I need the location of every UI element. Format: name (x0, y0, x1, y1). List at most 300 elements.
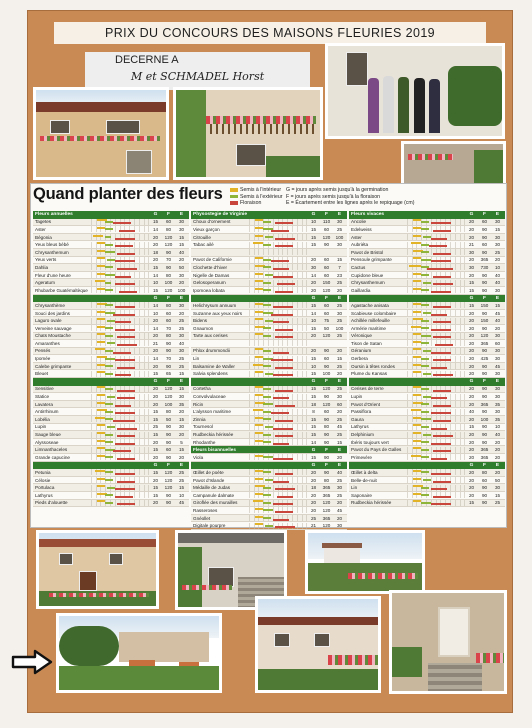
value-cell: 20 (468, 257, 475, 263)
plant-name: Gelosoperanum (193, 280, 226, 286)
value-cell: 20 (494, 447, 501, 453)
value-cell: 20 (310, 492, 317, 498)
plant-name: Sauge bleue (35, 432, 61, 438)
value-cell: 120 (164, 477, 173, 483)
season-bar (271, 359, 293, 361)
value-cell: 15 (152, 432, 159, 438)
season-bar (263, 441, 271, 443)
value-cell: 90 (481, 226, 488, 232)
photo-house-bottom-4 (56, 613, 222, 693)
season-bar (97, 364, 105, 366)
value-cell: 90 (165, 363, 172, 369)
season-bar (413, 371, 421, 373)
season-bar (95, 280, 105, 282)
value-cell: 90 (481, 310, 488, 316)
plant-name: Amaranthes (35, 340, 60, 346)
value-cell: 20 (152, 394, 159, 400)
season-bar (421, 244, 429, 246)
plant-name: Clochette d'hiver (193, 264, 228, 270)
plant-name: Tabac ailé (193, 242, 214, 248)
season-bar (423, 479, 431, 481)
season-bar (105, 327, 113, 329)
table-row (191, 393, 347, 401)
value-cell: 365 (480, 454, 489, 460)
column-letter: F (325, 379, 328, 385)
value-cell: 90 (481, 409, 488, 415)
season-bar (433, 481, 451, 483)
season-bar (97, 326, 105, 328)
value-cell: 20 (494, 439, 501, 445)
season-bar (105, 358, 115, 360)
season-bar (413, 432, 421, 434)
chart-column (191, 211, 347, 530)
value-cell: 25 (336, 226, 343, 232)
value-cell: 20 (494, 325, 501, 331)
value-cell: 20 (310, 500, 317, 506)
season-bar (265, 236, 273, 238)
value-cell: 120 (164, 485, 173, 491)
season-bar (277, 283, 295, 285)
plant-name: Médaille de Judas (193, 485, 231, 491)
month-bars (249, 257, 307, 263)
value-cell: 90 (323, 363, 330, 369)
month-bars (91, 249, 149, 255)
month-bars (249, 242, 307, 248)
legend-swatch (230, 195, 238, 199)
table-row (349, 302, 505, 310)
table-row (349, 340, 505, 348)
value-cell: 425 (480, 356, 489, 362)
season-bar (421, 259, 431, 261)
month-bars (249, 469, 307, 475)
season-bar (105, 365, 113, 367)
value-cell: 25 (336, 280, 343, 286)
table-row (33, 469, 189, 477)
value-cell: 30 (494, 333, 501, 339)
season-bar (117, 503, 135, 505)
column-letter: G (469, 295, 474, 301)
table-row (191, 310, 347, 318)
value-cell: 15 (494, 492, 501, 498)
plant-name: Armérie maritime (351, 325, 386, 331)
plant-name: Yeux verts (35, 257, 57, 263)
section-header (191, 462, 347, 470)
table-row (191, 363, 347, 371)
season-bar (97, 341, 105, 343)
value-cell: 100 (335, 234, 344, 240)
season-bar (117, 344, 137, 346)
season-bar (97, 485, 105, 487)
value-cell: 20 (468, 340, 475, 346)
section-title: Fleurs annuelles (35, 212, 73, 218)
season-bar (413, 341, 421, 343)
season-bar (97, 227, 105, 229)
season-bar (105, 236, 111, 238)
value-cell: 100 (335, 325, 344, 331)
value-cell: 120 (322, 500, 331, 506)
month-bars (407, 272, 465, 278)
month-bars (249, 485, 307, 491)
season-bar (421, 456, 429, 458)
season-bar (263, 471, 271, 473)
value-cell: 30 (494, 394, 501, 400)
value-cell: 90 (481, 394, 488, 400)
column-letter: G (153, 295, 158, 301)
month-bars (407, 264, 465, 270)
column-letter: G (311, 462, 316, 468)
season-bar (119, 291, 137, 293)
value-cell: 120 (164, 242, 173, 248)
table-row (191, 454, 347, 462)
plant-name: Yeux bleus bébé (35, 242, 69, 248)
season-bar (97, 440, 105, 442)
value-cell: 45 (178, 500, 185, 506)
value-cell: 20 (494, 454, 501, 460)
value-cell: 90 (165, 340, 172, 346)
column-letter: F (167, 212, 170, 218)
value-cell: 45 (494, 363, 501, 369)
value-cell: 20 (152, 348, 159, 354)
plant-name: Ancolie (351, 219, 367, 225)
value-cell: 30 (494, 356, 501, 362)
month-bars (91, 348, 149, 354)
table-row (191, 249, 347, 257)
season-bar (273, 481, 289, 483)
plant-name: Pensés (35, 348, 51, 354)
season-bar (431, 222, 451, 224)
season-bar (431, 473, 451, 475)
season-bar (275, 435, 293, 437)
season-bar (263, 502, 271, 504)
value-cell: 25 (336, 386, 343, 392)
value-cell: 25 (336, 333, 343, 339)
season-bar (413, 493, 421, 495)
value-cell: 15 (152, 371, 159, 377)
value-cell: 365 (480, 340, 489, 346)
value-cell: 15 (310, 454, 317, 460)
month-bars (407, 492, 465, 498)
month-bars (249, 226, 307, 232)
table-row (33, 500, 189, 508)
season-bar (263, 350, 271, 352)
value-cell: 60 (336, 401, 343, 407)
season-bar (275, 526, 295, 528)
season-bar (105, 388, 113, 390)
value-cell: 30 (336, 310, 343, 316)
table-row (191, 272, 347, 280)
value-cell: 60 (323, 310, 330, 316)
season-bar (427, 268, 453, 270)
value-cell: 80 (481, 469, 488, 475)
plant-name: Campanule dalmate (193, 492, 235, 498)
month-bars (407, 363, 465, 369)
table-row (33, 257, 189, 265)
season-bar (413, 500, 421, 502)
value-cell: 90 (165, 439, 172, 445)
table-row (349, 219, 505, 227)
section-header (33, 211, 189, 219)
value-cell: 15 (336, 257, 343, 263)
legend-label: F = jours après semis jusqu'à la floraison (286, 193, 380, 200)
season-bar (253, 242, 263, 244)
value-cell: 365 (322, 492, 331, 498)
value-cell: 15 (310, 242, 317, 248)
month-bars (249, 340, 307, 346)
month-bars (407, 371, 465, 377)
season-bar (411, 326, 421, 328)
value-cell: 80 (323, 477, 330, 483)
value-cell: 90 (481, 424, 488, 430)
season-bar (273, 321, 289, 323)
season-bar (265, 525, 273, 527)
plant-name: Cortetha (193, 386, 211, 392)
table-row (191, 257, 347, 265)
season-bar (433, 359, 451, 361)
table-row (33, 408, 189, 416)
table-row (191, 355, 347, 363)
photo-house-balcony-2 (173, 87, 323, 180)
value-cell: 60 (494, 340, 501, 346)
value-cell: 50 (178, 264, 185, 270)
season-bar (107, 487, 115, 489)
season-bar (105, 479, 113, 481)
chart-column (33, 211, 189, 507)
plant-name: Rudbeckia hérissée (193, 432, 234, 438)
season-bar (421, 426, 429, 428)
table-row (349, 333, 505, 341)
month-bars (91, 409, 149, 415)
plant-name: Delphinium (351, 432, 374, 438)
plant-name: Helichrysum annuum (193, 302, 237, 308)
value-cell: 20 (336, 454, 343, 460)
season-bar (115, 488, 135, 490)
month-bars (249, 280, 307, 286)
table-row (33, 439, 189, 447)
season-bar (433, 374, 453, 376)
month-bars (249, 507, 307, 513)
value-cell: 90 (481, 500, 488, 506)
table-row (349, 272, 505, 280)
value-cell: 15 (178, 371, 185, 377)
season-bar (275, 222, 293, 224)
value-cell: 20 (468, 401, 475, 407)
season-bar (413, 440, 421, 442)
season-bar (423, 312, 431, 314)
section-header (191, 378, 347, 386)
value-cell: G (311, 447, 316, 453)
plant-name: Gaura (351, 416, 364, 422)
value-cell: 90 (481, 272, 488, 278)
season-bar (265, 274, 273, 276)
section-header (33, 462, 189, 470)
value-cell: 150 (322, 280, 331, 286)
season-bar (95, 417, 105, 419)
table-row (191, 416, 347, 424)
column-letter: E (495, 212, 500, 218)
table-row (349, 500, 505, 508)
season-bar (253, 409, 263, 411)
season-bar (263, 304, 271, 306)
column-letter: E (179, 295, 184, 301)
section-header (191, 295, 347, 303)
value-cell: 30 (494, 371, 501, 377)
value-cell: 50 (494, 477, 501, 483)
plant-name: Ipomoea lobata (193, 287, 225, 293)
photo-house-bottom-6 (389, 590, 507, 694)
season-bar (423, 373, 431, 375)
table-row (349, 393, 505, 401)
season-bar (255, 356, 263, 358)
season-bar (97, 333, 105, 335)
table-row (349, 431, 505, 439)
column-letter: E (495, 295, 500, 301)
table-row (191, 439, 347, 447)
month-bars (407, 500, 465, 506)
season-bar (413, 303, 421, 305)
season-bar (413, 219, 421, 221)
value-cell: 40 (494, 432, 501, 438)
value-cell: 20 (468, 432, 475, 438)
month-bars (249, 386, 307, 392)
plant-name: Belle-de-nuit (351, 477, 377, 483)
plant-name: Cactus (351, 264, 366, 270)
season-bar (105, 266, 113, 268)
month-bars (91, 318, 149, 324)
plant-name: Gaillardia (351, 287, 371, 293)
table-row (191, 287, 347, 295)
season-bar (275, 405, 295, 407)
plant-name: Rasseroses (193, 507, 218, 513)
value-cell: 20 (468, 492, 475, 498)
value-cell: 35 (178, 401, 185, 407)
value-cell: 25 (336, 416, 343, 422)
season-bar (97, 273, 105, 275)
plant-name: Ipomée (35, 356, 51, 362)
value-cell: 10 (152, 310, 159, 316)
season-bar (115, 260, 135, 262)
value-cell: 15 (310, 356, 317, 362)
value-cell: 20 (152, 439, 159, 445)
table-row (191, 348, 347, 356)
table-row (191, 492, 347, 500)
value-cell: 40 (494, 272, 501, 278)
value-cell: 80 (165, 302, 172, 308)
month-bars (249, 500, 307, 506)
plant-name: Pavot du Pays de Galles (351, 447, 402, 453)
month-bars (91, 416, 149, 422)
value-cell: 25 (178, 469, 185, 475)
month-bars (91, 257, 149, 263)
table-row (191, 264, 347, 272)
table-row (33, 310, 189, 318)
month-bars (407, 386, 465, 392)
season-bar (255, 440, 263, 442)
season-bar (107, 426, 115, 428)
season-bar (115, 238, 135, 240)
season-bar (275, 488, 295, 490)
table-row (33, 401, 189, 409)
season-bar (115, 329, 135, 331)
season-bar (263, 259, 271, 261)
value-cell: 15 (178, 386, 185, 392)
table-row (33, 325, 189, 333)
season-bar (413, 424, 421, 426)
season-bar (97, 447, 105, 449)
season-bar (105, 456, 113, 458)
value-cell: 120 (322, 333, 331, 339)
value-cell: 15 (152, 469, 159, 475)
season-bar (255, 235, 263, 237)
month-bars (249, 424, 307, 430)
value-cell: 50 (323, 325, 330, 331)
plant-name: Pavot d'Orient (351, 401, 380, 407)
value-cell: 30 (178, 424, 185, 430)
table-row (191, 477, 347, 485)
plant-name: L'alysson maritime (193, 409, 231, 415)
plant-name: Calebe grimpante (35, 363, 72, 369)
season-bar (107, 259, 115, 261)
value-cell: 20 (336, 348, 343, 354)
column-letter: G (153, 379, 158, 385)
value-cell: 5 (180, 439, 183, 445)
month-bars (91, 234, 149, 240)
season-bar (411, 455, 421, 457)
value-cell: 20 (468, 394, 475, 400)
value-cell: 30 (178, 272, 185, 278)
season-bar (421, 502, 431, 504)
season-bar (433, 321, 451, 323)
season-bar (275, 420, 293, 422)
season-bar (255, 470, 263, 472)
season-bar (413, 257, 421, 259)
legend-label: E = Écartement entre les lignes après le repiquage (cm) (286, 200, 415, 206)
season-bar (97, 288, 105, 290)
month-bars (91, 371, 149, 377)
table-row (349, 424, 505, 432)
table-row (349, 469, 505, 477)
season-bar (117, 336, 135, 338)
value-cell: 120 (322, 234, 331, 240)
plant-name: Verveine sauvage (35, 325, 72, 331)
plant-name: Œillet de poète (193, 469, 224, 475)
month-bars (407, 249, 465, 255)
table-row (33, 264, 189, 272)
month-bars (249, 432, 307, 438)
season-bar (255, 432, 263, 434)
table-row (33, 226, 189, 234)
section-header (349, 211, 505, 219)
plant-name: Petunia (35, 469, 51, 475)
plant-name: Balsamine de Waller (193, 363, 235, 369)
plant-name: Gnéollet (193, 515, 211, 521)
table-row (349, 408, 505, 416)
value-cell: 90 (165, 348, 172, 354)
plant-name: Portulaca (35, 485, 55, 491)
value-cell: 20 (494, 469, 501, 475)
value-cell: 90 (323, 242, 330, 248)
plant-name: Rhodanthe (193, 439, 216, 445)
month-bars (91, 469, 149, 475)
value-cell: 40 (178, 340, 185, 346)
season-bar (97, 455, 105, 457)
season-bar (113, 420, 135, 422)
value-cell: 21 (468, 242, 475, 248)
table-row (349, 477, 505, 485)
value-cell: 15 (178, 234, 185, 240)
month-bars (91, 226, 149, 232)
table-row (191, 340, 347, 348)
month-bars (91, 500, 149, 506)
